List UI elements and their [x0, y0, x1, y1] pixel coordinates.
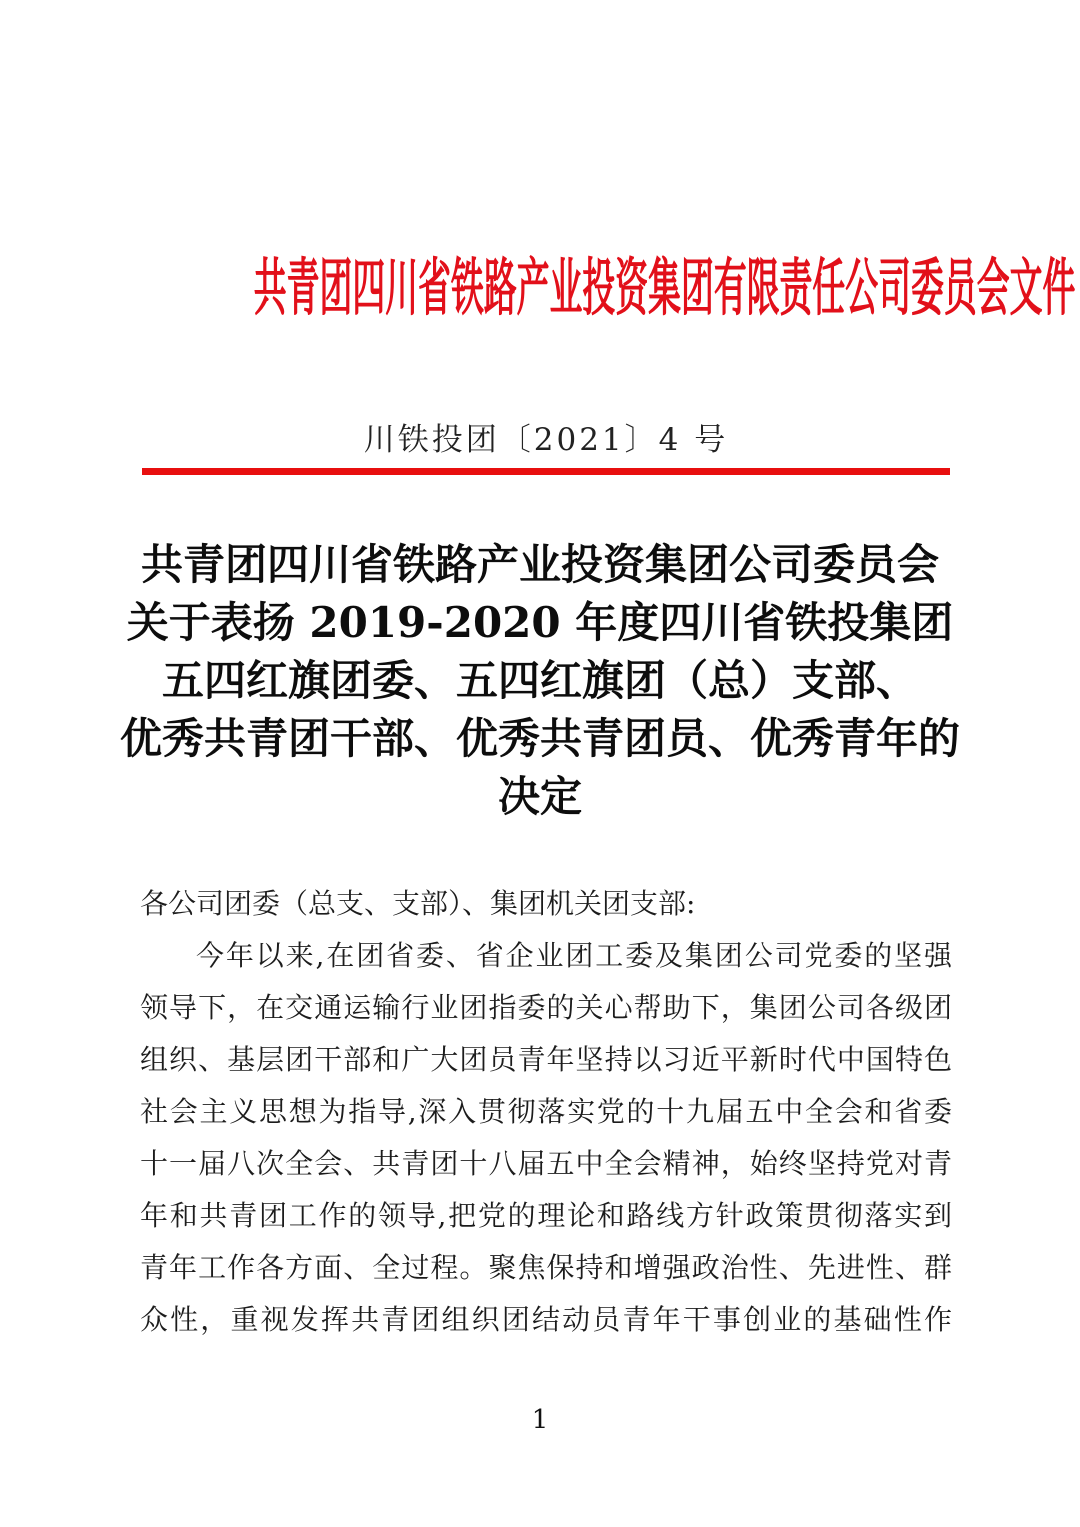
document-body: [140, 878, 952, 1346]
document-title: [80, 536, 1000, 826]
title-line-5: 决定: [497, 772, 582, 821]
salutation-line: 各公司团委（总支、支部）、集团机关团支部:: [140, 887, 696, 920]
letterhead-title: 共青团四川省铁路产业投资集团有限责任公司委员会文件: [253, 251, 1076, 324]
title-line-3: 五四红旗团委、五四红旗团（总）支部、: [161, 656, 918, 705]
body-line-4: 社会主义思想为指导,深入贯彻落实党的十九届五中全会和省委: [140, 1095, 952, 1128]
body-line-2: 领导下，在交通运输行业团指委的关心帮助下，集团公司各级团: [140, 991, 952, 1024]
document-number: 川铁投团〔2021〕4 号: [363, 422, 729, 458]
title-line-1: 共青团四川省铁路产业投资集团公司委员会: [140, 540, 939, 589]
page-number: 1: [531, 1405, 549, 1435]
body-line-7: 青年工作各方面、全过程。聚焦保持和增强政治性、先进性、群: [140, 1251, 952, 1284]
body-line-3: 组织、基层团干部和广大团员青年坚持以习近平新时代中国特色: [140, 1043, 952, 1076]
body-line-1: 今年以来,在团省委、省企业团工委及集团公司党委的坚强: [196, 939, 952, 972]
title-line-2: 关于表扬 2019-2020 年度四川省铁投集团: [126, 598, 954, 647]
body-line-6: 年和共青团工作的领导,把党的理论和路线方针政策贯彻落实到: [140, 1199, 952, 1232]
title-line-4: 优秀共青团干部、优秀共青团员、优秀青年的: [119, 714, 960, 763]
red-divider-line: [142, 468, 950, 475]
body-line-8: 众性，重视发挥共青团组织团结动员青年干事创业的基础性作: [140, 1303, 952, 1336]
body-line-5: 十一届八次全会、共青团十八届五中全会精神，始终坚持党对青: [140, 1147, 952, 1180]
